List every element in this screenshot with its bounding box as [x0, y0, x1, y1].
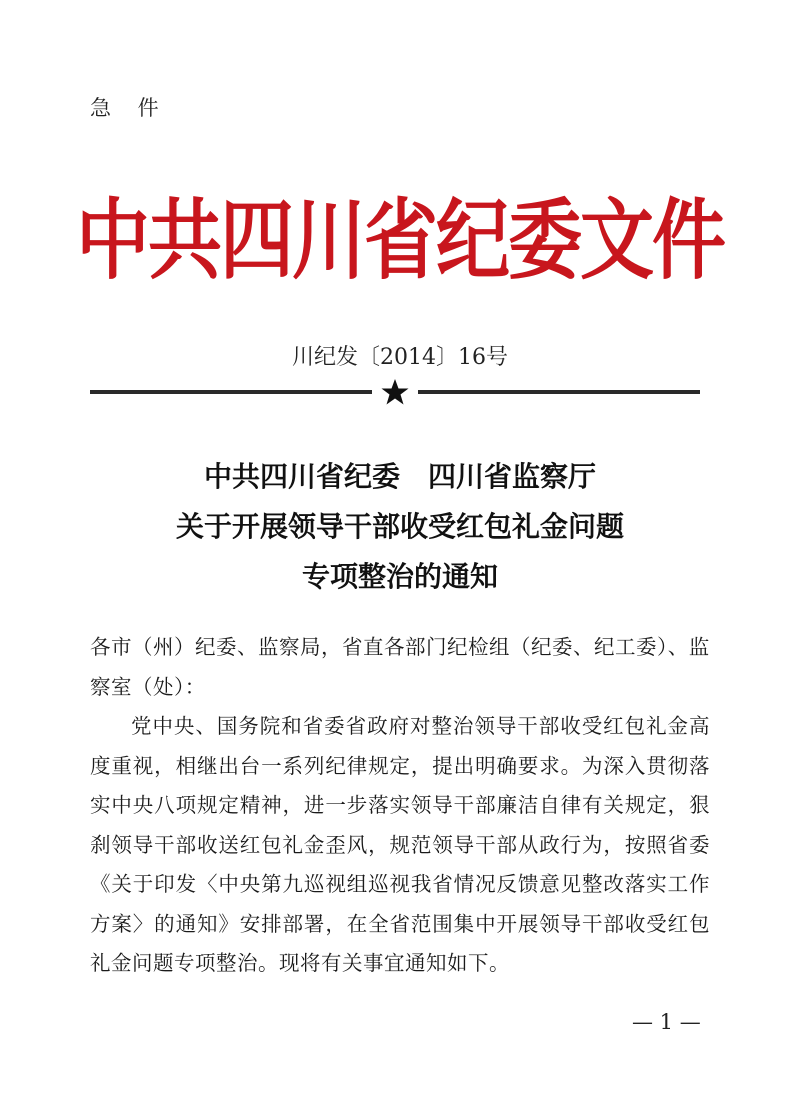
header-divider [90, 378, 700, 408]
title-line-1: 中共四川省纪委 四川省监察厅 [203, 460, 596, 493]
divider-line-left [90, 390, 372, 394]
title-line-3: 专项整治的通知 [301, 560, 498, 593]
title-line-2: 关于开展领导干部收受红包礼金问题 [175, 510, 624, 543]
document-title [0, 452, 800, 602]
page-number: — 1 — [632, 1010, 701, 1034]
urgency-label: 急 件 [90, 96, 169, 120]
star-icon [380, 378, 410, 406]
salutation: 各市（州）纪委、监察局，省直各部门纪检组（纪委、纪工委）、监察室（处）： [90, 635, 710, 699]
divider-line-right [418, 390, 700, 394]
document-body [90, 628, 710, 984]
document-masthead: 中共四川省纪委文件 [76, 190, 724, 292]
document-number: 川纪发〔2014〕16号 [292, 345, 508, 370]
body-paragraph: 党中央、国务院和省委省政府对整治领导干部收受红包礼金高度重视，相继出台一系列纪律规定，提出明确要求。为深入贯彻落实中央八项规定精神，进一步落实领导干部廉洁自律有关规定，狠刹领导干部收送红包礼金歪风，规范领导干部从政行为，按照省委《关于印发〈中央第九巡视组巡视我省情况反馈意见整改落实工作方案〉的通知》安排部署，在全省范围集中开展领导干部收受红包礼金问题专项整治。现将有关事宜通知如下。 [90, 714, 710, 975]
